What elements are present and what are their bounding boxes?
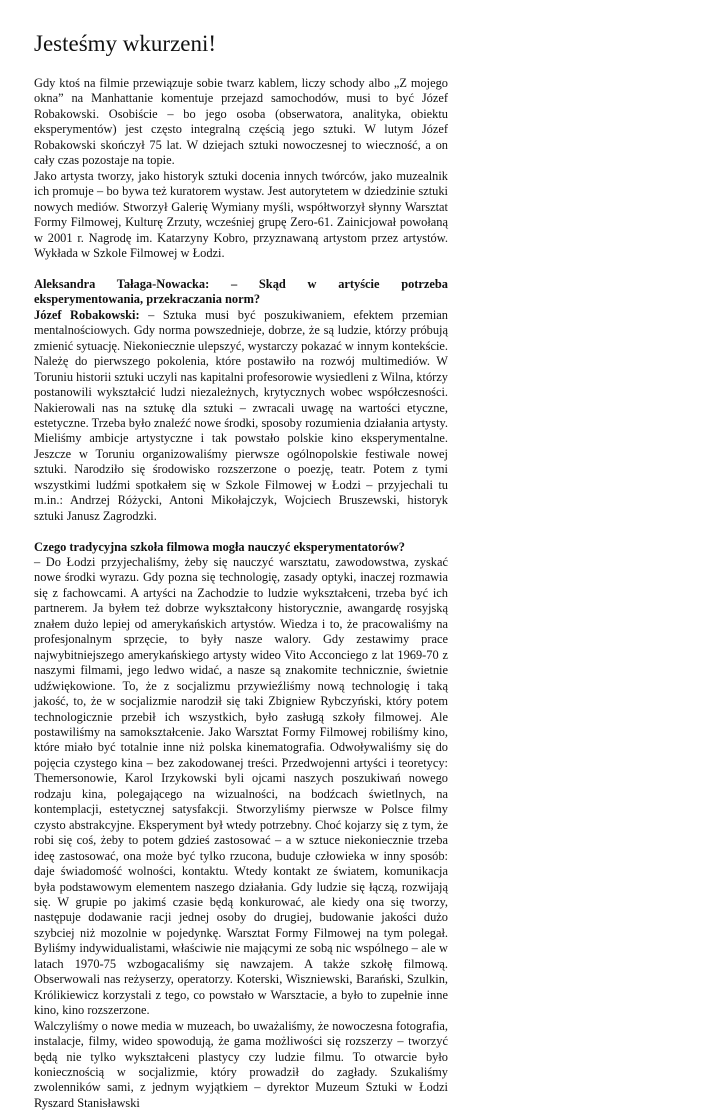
intro-paragraph-2: Jako artysta tworzy, jako historyk sztuki docenia innych twórców, jako muzealnik ich promuje – bo bywa też kuratorem wystaw. Jest autorytetem w dziedzinie sztuki nowych mediów. Stworzył Galerię Wymiany myśli, współtworzył słynny Warsztat Formy Filmowej, Kulturę Zrzuty, wcześniej grupę Zero-61. Zainicjował powołaną w 2001 r. Nagrodę im. Katarzyny Kobro, przyznawaną artystom przez artystów. Wykłada w Szkole Filmowej w Łodzi. — [34, 168, 448, 260]
speaker-name: Józef Robakowski: — [34, 307, 140, 322]
interview-answer-2-paragraph-2: Walczyliśmy o nowe media w muzeach, bo uważaliśmy, że nowoczesna fotografia, instalacje, filmy, wideo spowodują, że gama możliwości się rozszerzy – tworzyć będą nie tylko wykształceni plastycy czy ludzie filmu. To otwarcie było koniecznością w socjalizmie, który prowadził do zagłady. Szukaliśmy zwolenników sami, z jednym wyjątkiem – dyrektor Muzeum Sztuki w Łodzi Ryszard Stanisławski — [34, 1018, 448, 1110]
answer-text: – Sztuka musi być poszukiwaniem, efektem przemian mentalnościowych. Gdy norma powszednieje, dobrze, że są ludzie, którzy próbują zmienić sytuację. Niekoniecznie ulepszyć, wystarczy pokazać w innym kontekście. Należę do pierwszego pokolenia, które postawiło na rozwój multimediów. W Toruniu historii sztuki uczyli nas kapitalni profesorowie wysiedleni z Wilna, którzy postanowili wykształcić ludzi niezależnych, krytycznych wobec współczesności. Nakierowali nas na sztukę dla sztuki – zwracali uwagę na wartości etyczne, estetyczne. Trzeba było znaleźć nowe środki, sposoby rozumienia działania artysty. Mieliśmy ambicje artystyczne i tak powstało polskie kino eksperymentalne. Jeszcze w Toruniu organizowaliśmy pierwsze ogólnopolskie festiwale nowej sztuki. Narodziło się środowisko rozszerzone o poezję, teatr. Potem z tymi wszystkimi ludźmi spotkałem się w Szkole Filmowej w Łodzi – przyjechali tu m.in.: Andrzej Różycki, Antoni Mikołajczyk, Wojciech Bruszewski, historyk sztuki Janusz Zagrodzki. — [34, 307, 448, 523]
document-page — [34, 30, 448, 1111]
intro-paragraph-1: Gdy ktoś na filmie przewiązuje sobie twarz kablem, liczy schody albo „Z mojego okna” na Manhattanie komentuje przejazd samochodów, musi to być Józef Robakowski. Osobiście – bo jego osoba (obserwatora, analityka, obiektu eksperymentów) jest często integralną częścią jego sztuki. W lutym Józef Robakowski skończył 75 lat. W dziejach sztuki nowoczesnej to wieczność, a on cały czas pozostaje na topie. — [34, 76, 448, 168]
interview-question-2: Czego tradycyjna szkoła filmowa mogła nauczyć eksperymentatorów? — [34, 539, 405, 554]
interview-answer-2-paragraph-1: – Do Łodzi przyjechaliśmy, żeby się nauczyć warsztatu, zawodowstwa, zyskać nowe środki wyrazu. Gdy pozna się technologię, zasady optyki, inaczej rozmawia się z fachowcami. A artyści na Zachodzie to ludzie wykształceni, trzeba być ich partnerem. Ja byłem też dobrze wykształcony historycznie, awangardę rosyjską znałem dużo lepiej od amerykańskich artystów. Wiedza i to, że pracowaliśmy na profesjonalnym sprzęcie, to były nasze walory. Gdy zestawimy prace najwybitniejszego amerykańskiego artysty wideo Vito Acconciego z lat 1969-70 z naszymi filmami, jego ledwo widać, a nasze są znakomite technicznie, świetnie udźwiękowione. To, że z socjalizmu przywieźliśmy nową technologię i taką jakość, to, że w socjalizmie narodził się taki Zbigniew Rybczyński, który potem technologicznie przebił ich wszystkich, było zasługą szkoły filmowej. Ale postawiliśmy na samokształcenie. Jako Warsztat Formy Filmowej robiliśmy kino, które miało być totalnie inne niż polska kinematografia. Odwoływaliśmy się do pojęcia czystego kina – bez zakodowanej treści. Przedwojenni artyści i teoretycy: Themersonowie, Karol Irzykowski byli ojcami naszych poszukiwań nowego rodzaju kina, polegającego na wizualności, na bodźcach świetlnych, na kontemplacji, estetycznej satysfakcji. Stworzyliśmy pierwsze w Polsce filmy czysto abstrakcyjne. Eksperyment był wtedy potrzebny. Choć kojarzy się z tym, że robi się coś, żeby to potem gdzieś zastosować – a w sztuce niekoniecznie trzeba ideę zastosować, ona może być tylko rzucona, buduje człowieka w inny sposób: daje świadomość wolności, kontaktu. Wtedy kontakt ze światem, komunikacja była podstawowym elementem naszego działania. Gdy ludzie się łączą, rozwijają się. W grupie po jakimś czasie będą konkurować, ale kiedy ona się tworzy, następuje dodawanie racji jednej osoby do drugiej, budowanie jakości dużo szybciej niż mozolnie w pojedynkę. Warsztat Formy Filmowej na tym polegał. Byliśmy indywidualistami, właściwie nie mającymi ze sobą nic wspólnego – ale w latach 1970-75 wzbogacaliśmy się nawzajem. A także szkołę filmową. Obserwowali nas reżyserzy, operatorzy. Koterski, Wiszniewski, Barański, Szulkin, Królikiewicz korzystali z tego, co powstało w Warsztacie, a było to zupełnie inne kino, kino rozszerzone. — [34, 555, 448, 1018]
spacer — [34, 261, 448, 276]
interview-answer-1 — [34, 308, 448, 524]
interview-question-1: Aleksandra Tałaga-Nowacka: – Skąd w artyście potrzeba eksperymentowania, przekraczania norm? — [34, 276, 448, 307]
article-title: Jesteśmy wkurzeni! — [34, 31, 217, 56]
spacer — [34, 524, 448, 539]
